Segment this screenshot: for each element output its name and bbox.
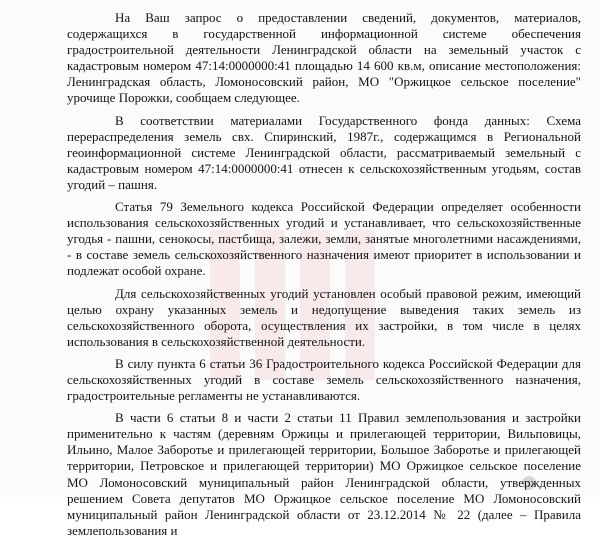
paragraph-rules: В части 6 статьи 8 и части 2 статьи 11 Правил землепользования и застройки применительно к частям (деревням Оржицы и прилегающей территории, Вильповицы, Ильино, Малое Заборотье и прилегающей территории, Большое Заборотье и прилегающей территории, Петровское и прилегающей территории) МО Оржицкое сельское поселение МО Ломоносовский муниципальный район Ленинградской области, утвержденных решением Совета депутатов МО Оржицкое сельское поселение МО Ломоносовский муниципальный район Ленинградской области от 23.12.2014 № 22 (далее – Правила землепользования и [67, 410, 581, 538]
paragraph-gfd: В соответствии материалами Государственного фонда данных: Схема перераспределения земель свх. Спиринский, 1987г., содержащимся в Региональной геоинформационной системе Ленинградской области, рассматриваемый земельный с кадастровым номером 47:14:0000000:41 отнесен к сельскохозяйственным угодьям, состав угодий – пашня. [67, 112, 581, 192]
paragraph-legal-regime: Для сельскохозяйственных угодий установлен особый правовой режим, имеющий целью охрану указанных земель и недопущение выведения таких земель из сельскохозяйственного оборота, осуществления их застройки, в том числе в целях использования в сельскохозяйственной деятельности. [67, 285, 581, 349]
paragraph-request: На Ваш запрос о предоставлении сведений, документов, материалов, содержащихся в государственной информационной системе обеспечения градостроительной деятельности Ленинградской области на земельный участок с кадастровым номером 47:14:0000000:41 площадью 14 600 кв.м, описание местоположения: Ленинградская область, Ломоносовский район, МО "Оржицкое сельское поселение" урочище Порожки, сообщаем следующее. [67, 10, 581, 106]
paragraph-article-79: Статья 79 Земельного кодекса Российской Федерации определяет особенности использования сельскохозяйственных угодий и устанавливает, что сельскохозяйственные угодья - пашни, сенокосы, пастбища, залежи, земли, занятые многолетними насаждениями, - в составе земель сельскохозяйственного назначения имеют приоритет в использовании и подлежат особой охране. [67, 199, 581, 279]
letter-body [67, 10, 581, 539]
paragraph-article-36: В силу пункта 6 статьи 36 Градостроительного кодекса Российской Федерации для сельскохозяйственных угодий в составе земель сельскохозяйственного назначения, градостроительные регламенты не устанавливаются. [67, 355, 581, 404]
